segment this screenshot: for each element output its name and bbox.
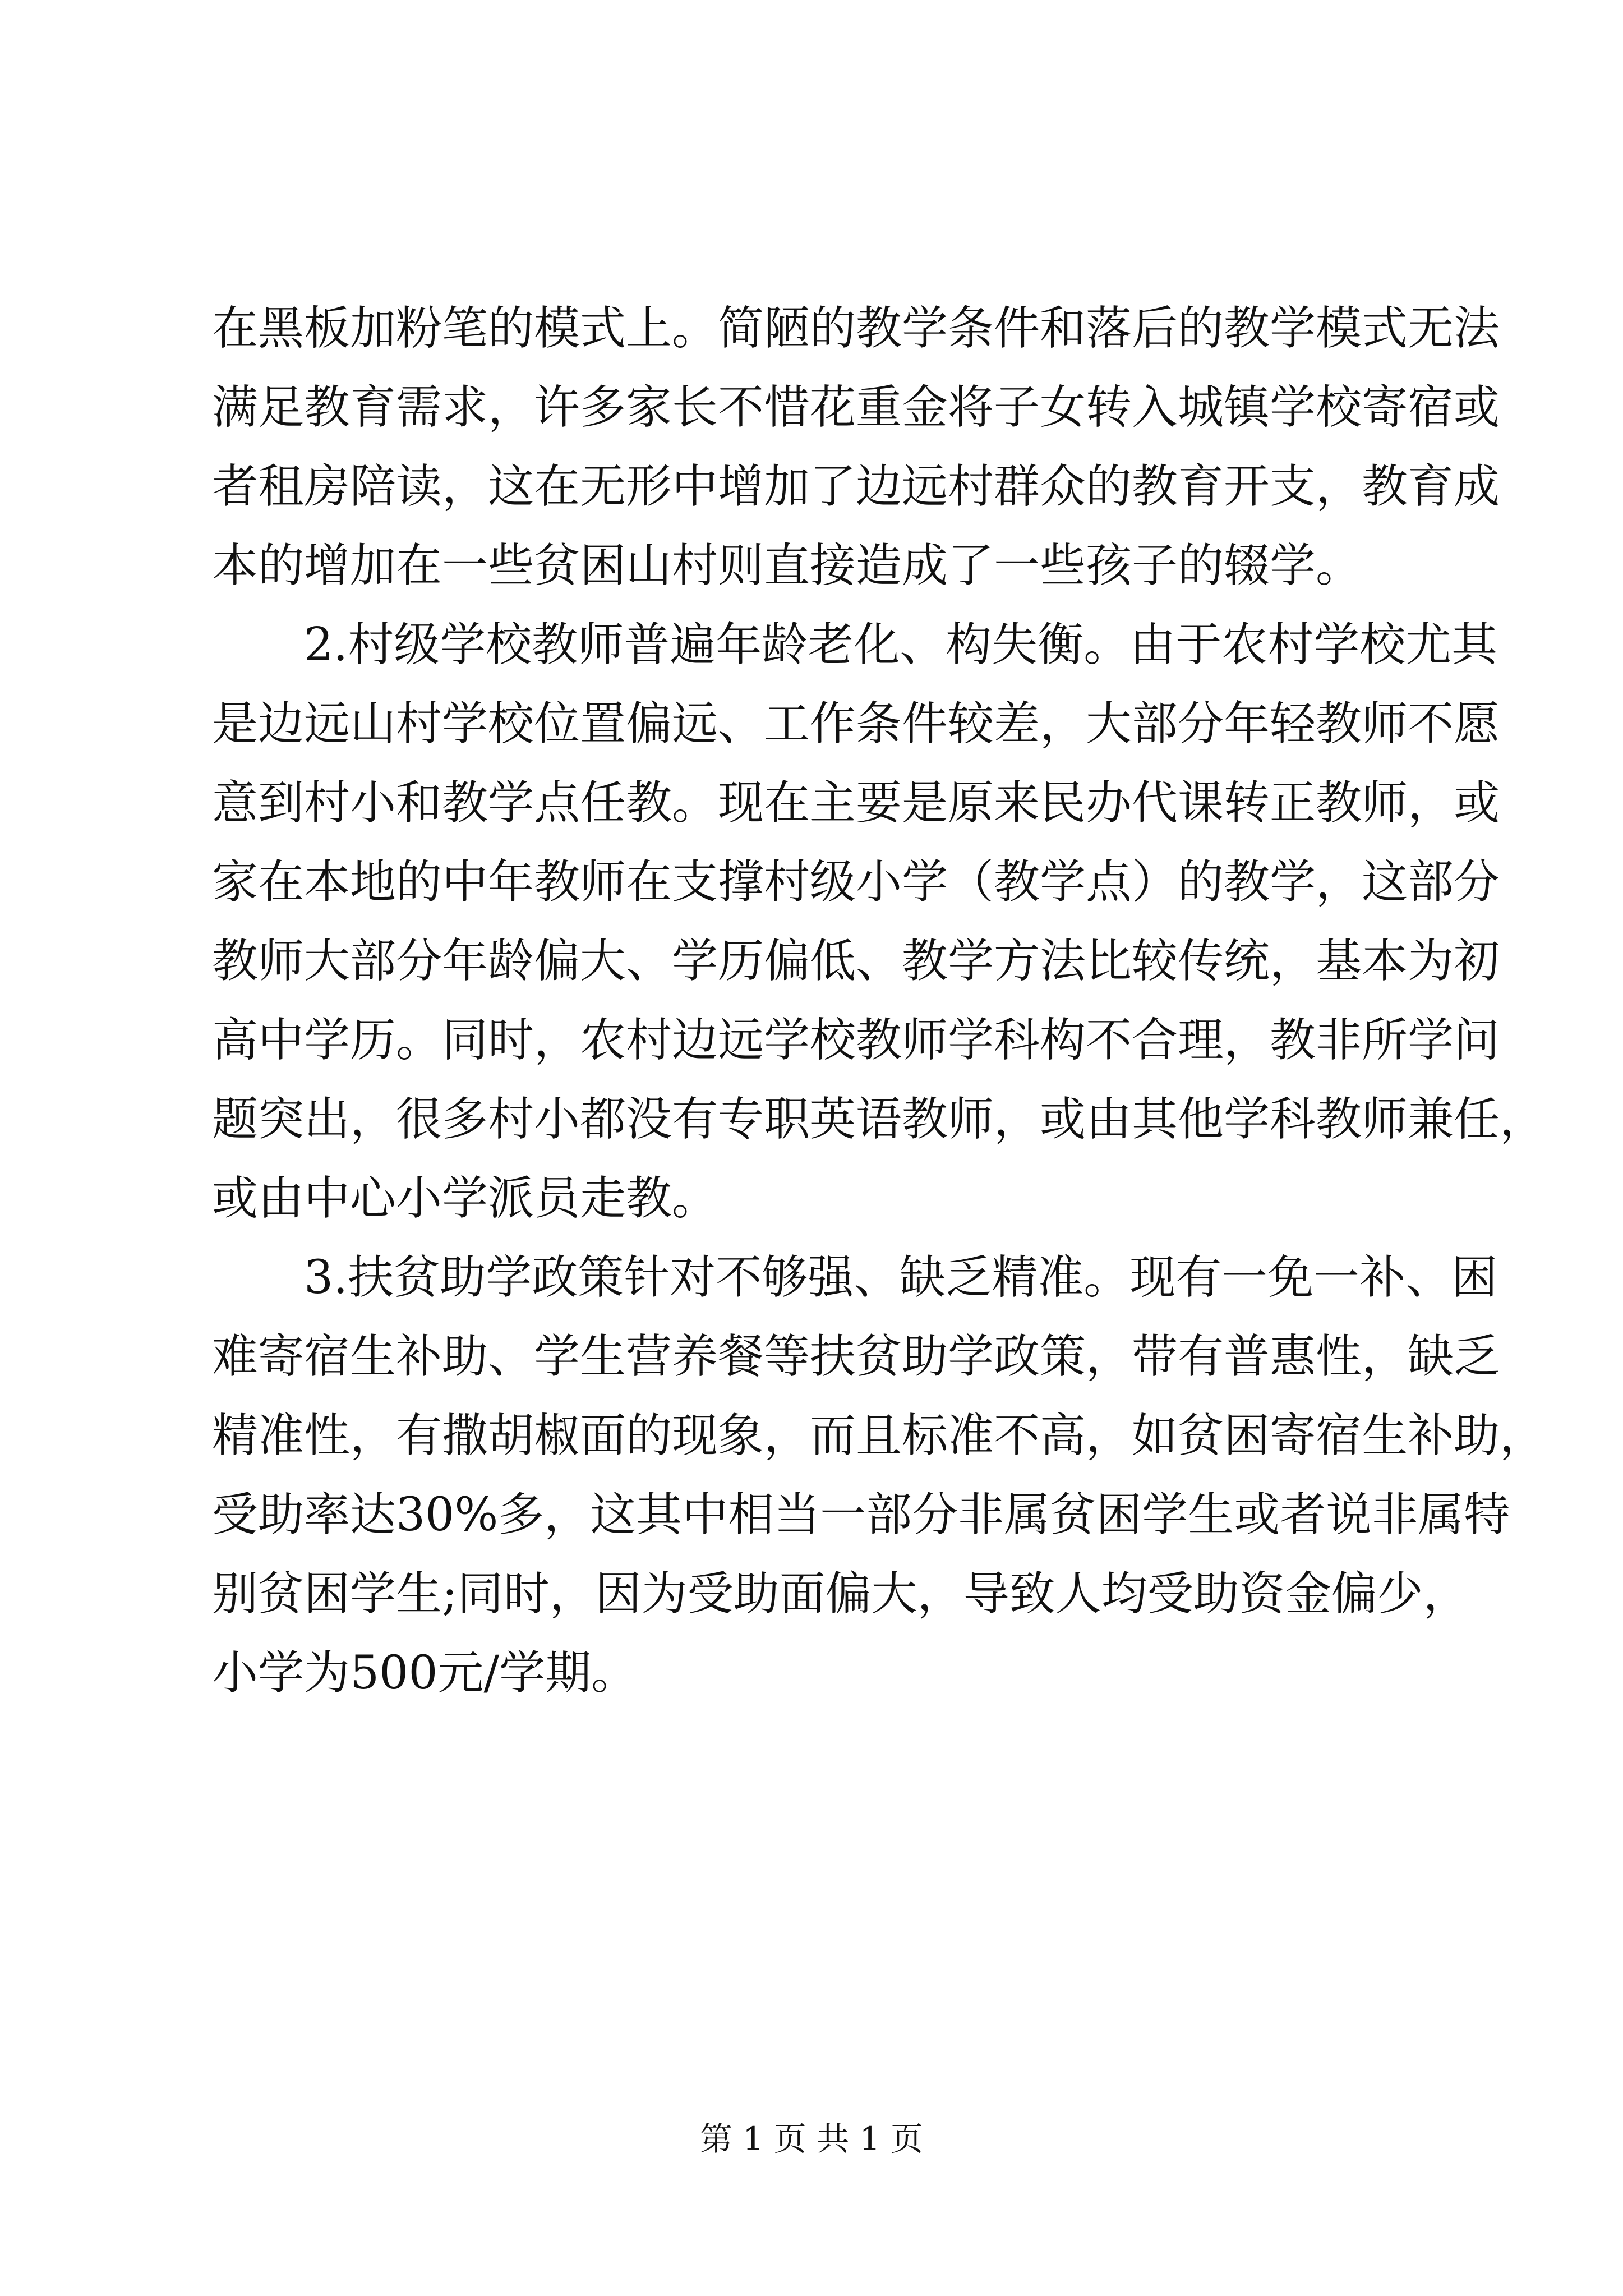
- document-body: [212, 289, 1546, 1713]
- text-line: 受助率达30%多，这其中相当一部分非属贫困学生或者说非属特: [212, 1488, 1510, 1542]
- text-line: 小学为500元/学期。: [212, 1646, 638, 1700]
- text-line: 3.扶贫助学政策针对不够强、缺乏精准。现有一免一补、困: [212, 1251, 1498, 1304]
- text-line: 2.村级学校教师普遍年龄老化、构失衡。由于农村学校尤其: [212, 618, 1498, 671]
- text-line: 是边远山村学校位置偏远、工作条件较差，大部分年轻教师不愿: [212, 697, 1500, 751]
- text-line: 别贫困学生;同时，因为受助面偏大，导致人均受助资金偏少，: [212, 1567, 1469, 1621]
- page-footer: 第 1 页 共 1 页: [700, 2120, 923, 2158]
- text-line: 题突出，很多村小都没有专职英语教师，或由其他学科教师兼任，: [212, 1093, 1546, 1146]
- text-line: 家在本地的中年教师在支撑村级小学（教学点）的教学，这部分: [212, 855, 1500, 909]
- text-line: 精准性，有撒胡椒面的现象，而且标准不高，如贫困寄宿生补助，: [212, 1409, 1546, 1462]
- text-line: 高中学历。同时，农村边远学校教师学科构不合理，教非所学问: [212, 1014, 1500, 1067]
- text-line: 教师大部分年龄偏大、学历偏低、教学方法比较传统，基本为初: [212, 935, 1500, 988]
- text-line: 在黑板加粉笔的模式上。简陋的教学条件和落后的教学模式无法: [212, 302, 1500, 355]
- text-line: 难寄宿生补助、学生营养餐等扶贫助学政策，带有普惠性，缺乏: [212, 1330, 1500, 1383]
- text-line: 本的增加在一些贫困山村则直接造成了一些孩子的辍学。: [212, 539, 1362, 592]
- text-line: 满足教育需求，许多家长不惜花重金将子女转入城镇学校寄宿或: [212, 381, 1500, 434]
- text-line: 或由中心小学派员走教。: [212, 1172, 718, 1225]
- text-line: 意到村小和教学点任教。现在主要是原来民办代课转正教师，或: [212, 776, 1500, 830]
- text-line: 者租房陪读，这在无形中增加了边远村群众的教育开支，教育成: [212, 460, 1500, 513]
